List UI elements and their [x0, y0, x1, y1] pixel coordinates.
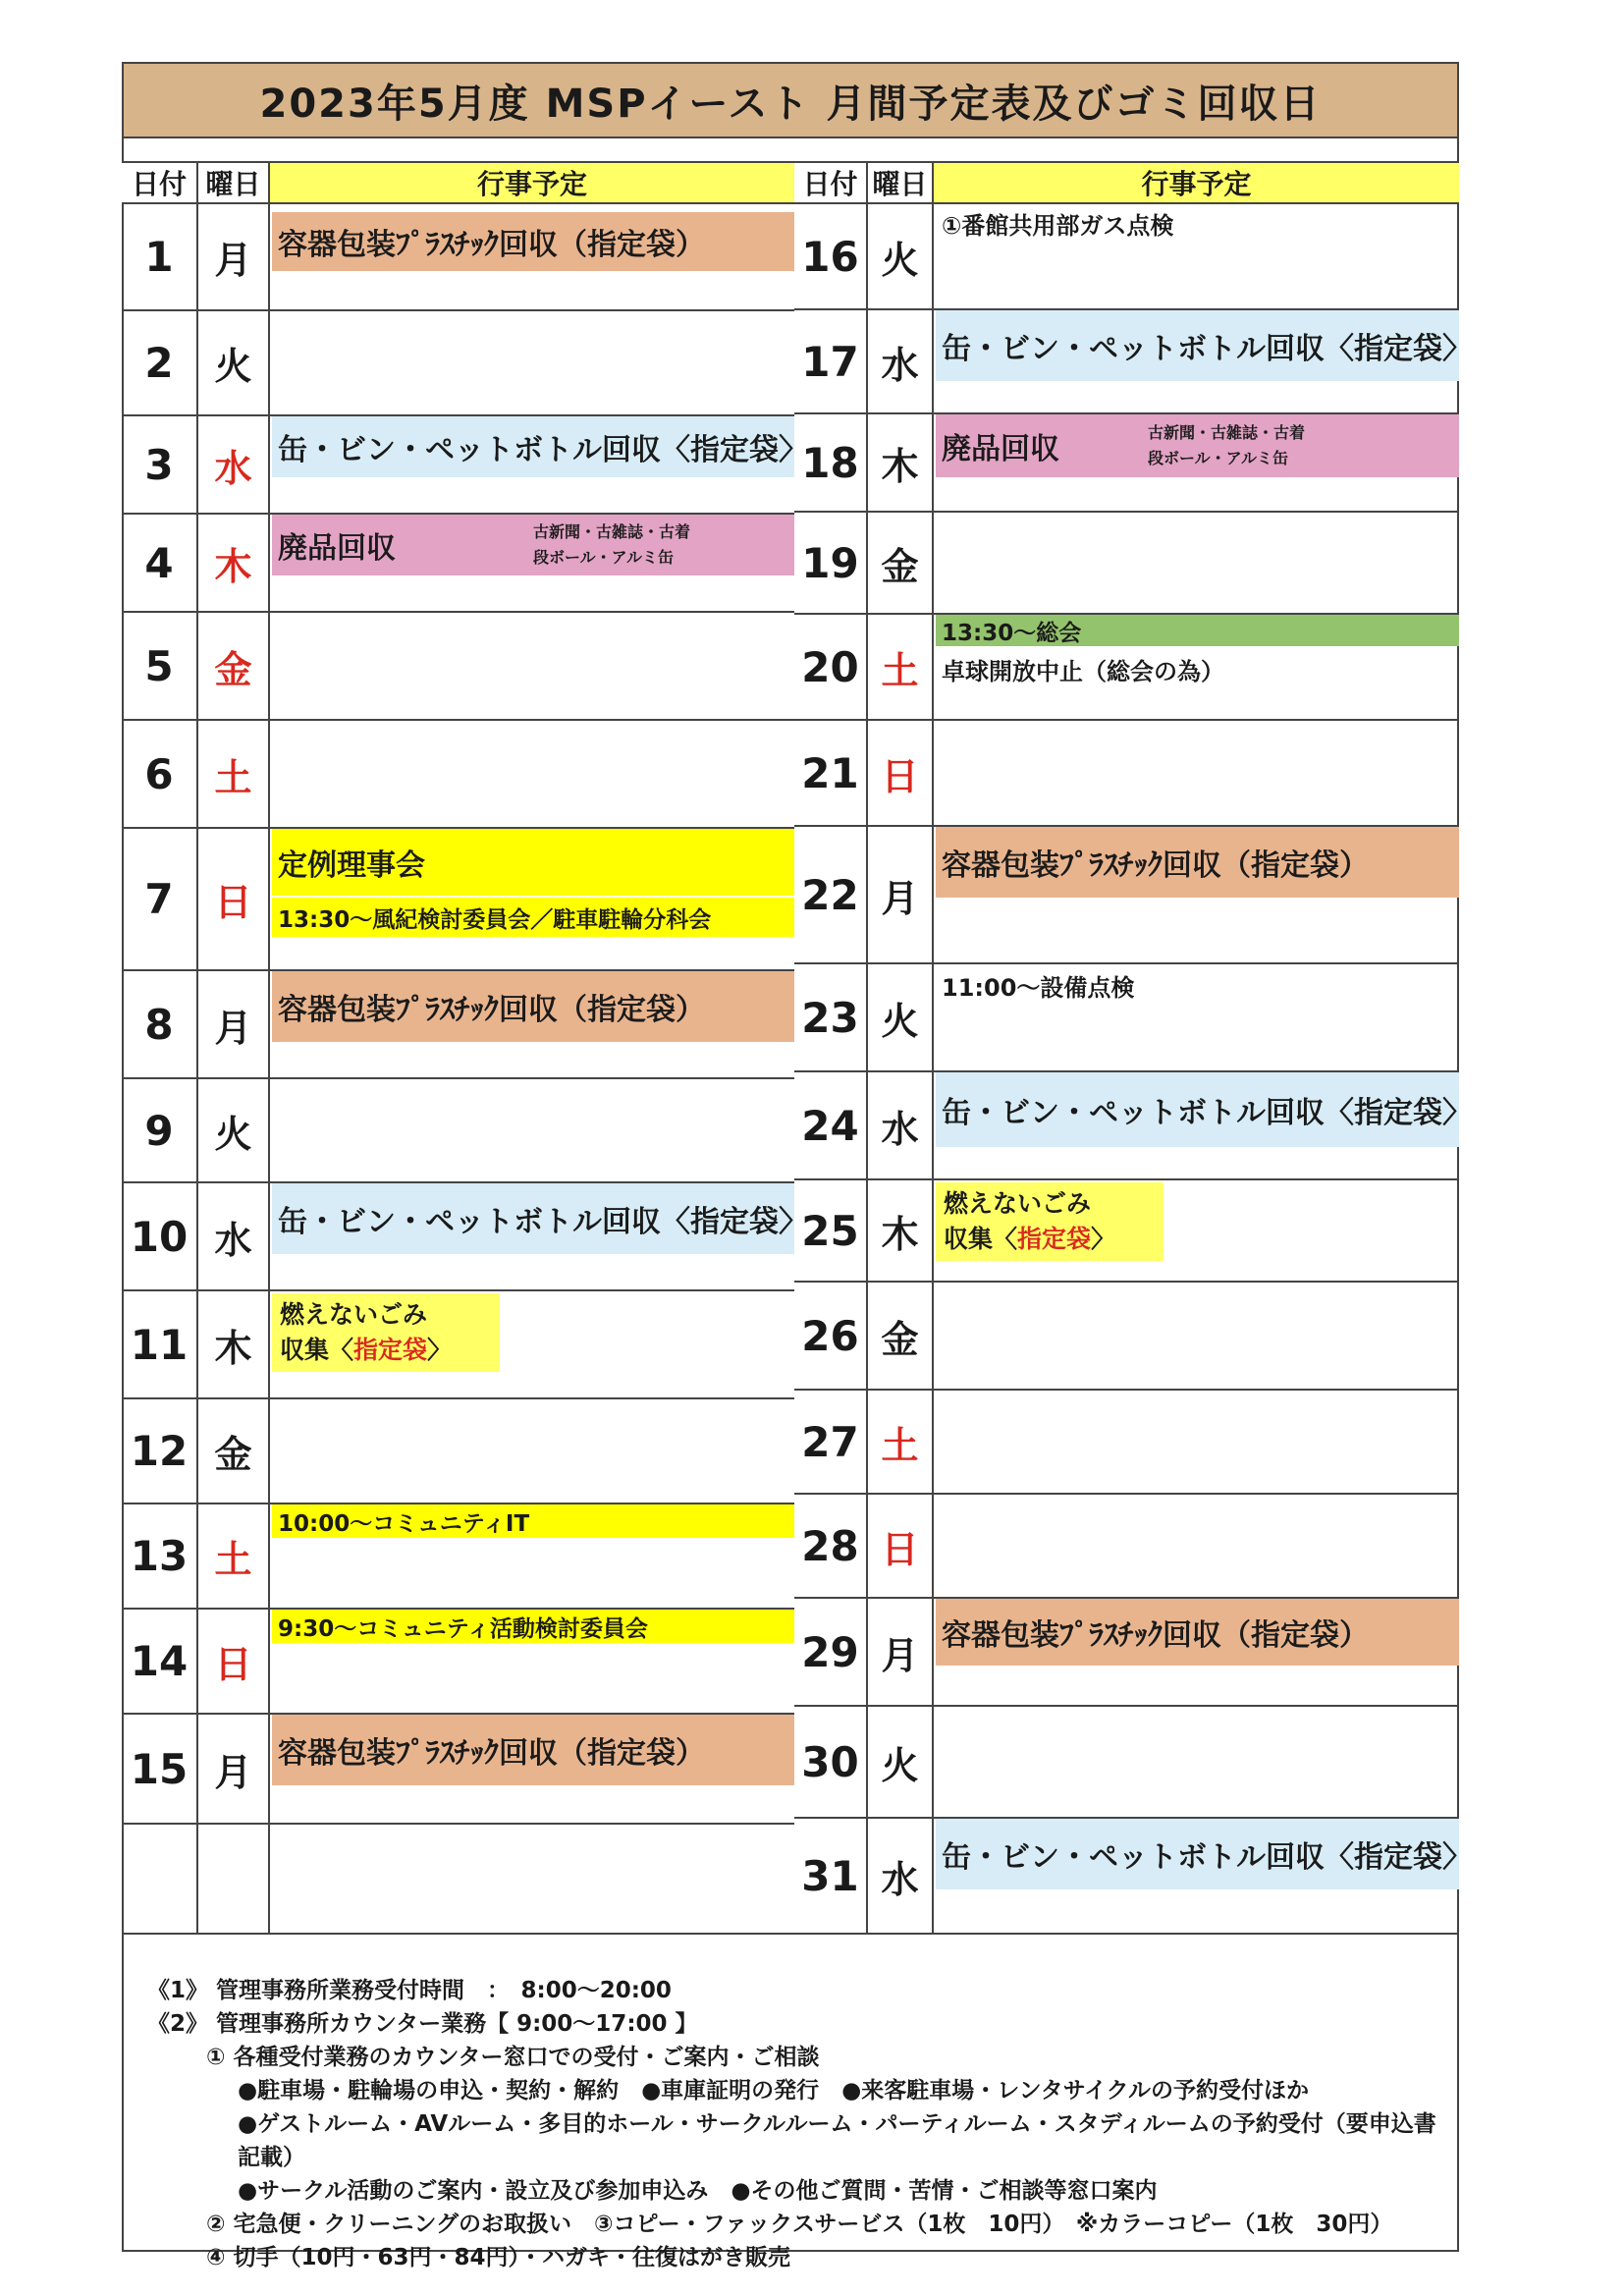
table-row — [122, 1291, 794, 1399]
event-band — [936, 310, 1472, 381]
event-text: 容器包装ﾌﾟﾗｽﾁｯｸ回収（指定袋） — [942, 848, 1369, 883]
day-of-week-cell: 木 — [198, 515, 270, 611]
date-cell: 7 — [122, 829, 198, 969]
note-line: ●駐車場・駐輪場の申込・契約・解約 ●車庫証明の発行 ●来客駐車場・レンタサイクルの予約受付ほか — [238, 2078, 1309, 2104]
day-of-week-cell: 土 — [868, 1391, 934, 1493]
events-cell — [934, 513, 1459, 613]
day-of-week-cell: 火 — [868, 204, 934, 308]
note-text: 収集〈 — [944, 1225, 1018, 1253]
events-cell — [934, 414, 1459, 511]
event-text: 9:30～コミュニティ活動検討委員会 — [278, 1615, 648, 1642]
date-cell: 6 — [122, 721, 198, 827]
events-cell — [934, 1707, 1459, 1817]
table-row — [794, 1072, 1472, 1180]
note-line: 《2》 管理事務所カウンター業務【 9:00～17:00 】 — [147, 2011, 698, 2037]
note-line-2 — [280, 1333, 492, 1368]
day-of-week-cell: 火 — [198, 311, 270, 414]
event-band — [272, 1610, 794, 1643]
events-cell — [934, 721, 1459, 825]
table-row — [122, 613, 794, 721]
events-cell — [270, 311, 794, 414]
day-of-week-cell: 月 — [198, 971, 270, 1077]
events-cell — [934, 204, 1459, 308]
event-note — [533, 519, 690, 571]
day-of-week-cell: 水 — [868, 1072, 934, 1178]
event-text: 缶・ビン・ペットボトル回収〈指定袋〉 — [942, 1096, 1472, 1130]
date-cell: 5 — [122, 613, 198, 719]
date-cell: 1 — [122, 204, 198, 309]
table-row — [122, 829, 794, 971]
day-of-week-cell: 火 — [868, 1707, 934, 1817]
events-cell — [934, 1495, 1459, 1597]
designated-bag-text: 指定袋 — [353, 1336, 428, 1364]
table-row — [122, 311, 794, 416]
table-row — [794, 1819, 1472, 1935]
day-of-week-cell: 日 — [198, 1610, 270, 1713]
event-band — [936, 414, 1459, 477]
table-row — [122, 204, 794, 311]
date-cell: 24 — [794, 1072, 868, 1178]
events-cell — [270, 204, 794, 309]
events-cell — [270, 1825, 794, 1933]
event-band — [936, 1072, 1472, 1147]
table-row — [122, 1183, 808, 1291]
table-row — [794, 513, 1459, 615]
day-of-week-cell: 水 — [198, 416, 270, 513]
day-of-week-cell: 金 — [198, 1399, 270, 1503]
note-line-1: 燃えないごみ — [280, 1300, 428, 1329]
event-band — [272, 1504, 794, 1538]
date-cell: 29 — [794, 1599, 868, 1705]
header-day-of-week: 曜日 — [198, 163, 270, 202]
event-band — [936, 615, 1459, 646]
date-cell: 26 — [794, 1283, 868, 1389]
date-cell: 9 — [122, 1079, 198, 1181]
table-row — [794, 1180, 1459, 1283]
table-row — [122, 971, 794, 1079]
events-cell — [270, 1291, 794, 1397]
day-of-week-cell: 月 — [198, 1715, 270, 1823]
nonburnable-note — [272, 1293, 500, 1372]
day-of-week-cell: 水 — [868, 310, 934, 412]
event-band — [936, 1599, 1459, 1666]
header-day-of-week: 曜日 — [868, 163, 934, 202]
date-cell: 2 — [122, 311, 198, 414]
day-of-week-cell: 日 — [868, 1495, 934, 1597]
event-text: 容器包装ﾌﾟﾗｽﾁｯｸ回収（指定袋） — [942, 1618, 1369, 1653]
table-row — [122, 515, 794, 613]
date-cell: 19 — [794, 513, 868, 613]
event-text: 廃品回収 — [278, 531, 396, 566]
note-text: 〉 — [427, 1336, 453, 1364]
event-text: 定例理事会 — [278, 848, 425, 883]
events-cell — [934, 964, 1459, 1070]
event-text: 11:00～設備点検 — [942, 974, 1135, 1002]
events-cell — [934, 1819, 1472, 1933]
events-cell — [934, 1391, 1459, 1493]
header-events: 行事予定 — [270, 163, 794, 202]
table-row — [122, 416, 808, 515]
header-events: 行事予定 — [934, 163, 1459, 202]
left-rows — [122, 204, 808, 1935]
day-of-week-cell: 土 — [198, 721, 270, 827]
table-header — [794, 161, 1459, 204]
events-cell — [270, 1399, 794, 1503]
right-rows — [794, 204, 1472, 1935]
day-of-week-cell: 火 — [198, 1079, 270, 1181]
date-cell: 11 — [122, 1291, 198, 1397]
date-cell: 17 — [794, 310, 868, 412]
events-cell — [934, 1283, 1459, 1389]
events-cell — [270, 1610, 794, 1713]
event-text: 卓球開放中止（総会の為） — [942, 658, 1224, 685]
day-of-week-cell: 木 — [868, 1180, 934, 1281]
table-header — [122, 161, 794, 204]
events-cell — [270, 721, 794, 827]
schedule-left-column — [122, 161, 808, 1935]
event-band — [272, 898, 794, 937]
day-of-week-cell: 月 — [868, 827, 934, 962]
note-line-1: 燃えないごみ — [944, 1189, 1092, 1218]
event-note-line: 段ボール・アルミ缶 — [1148, 449, 1289, 467]
event-text: 13:30～風紀検討委員会／駐車駐輪分科会 — [278, 906, 712, 933]
date-cell: 16 — [794, 204, 868, 308]
event-band — [936, 1819, 1472, 1889]
table-row — [122, 1504, 794, 1610]
note-line: ●サークル活動のご案内・設立及び参加申込み ●その他ご質問・苦情・ご相談等窓口案内 — [238, 2178, 1158, 2204]
date-cell: 8 — [122, 971, 198, 1077]
note-text: 収集〈 — [280, 1336, 354, 1364]
table-row — [794, 310, 1472, 414]
table-row — [794, 721, 1459, 827]
date-cell: 23 — [794, 964, 868, 1070]
day-of-week-cell: 土 — [198, 1504, 270, 1608]
note-text: 〉 — [1091, 1225, 1116, 1253]
schedule-right-column — [794, 161, 1472, 1935]
event-text: 缶・ビン・ペットボトル回収〈指定袋〉 — [278, 433, 808, 467]
events-cell — [270, 971, 794, 1077]
table-row — [794, 964, 1459, 1072]
header-date: 日付 — [794, 163, 868, 202]
table-row — [794, 1283, 1459, 1391]
date-cell: 4 — [122, 515, 198, 611]
table-row — [794, 615, 1459, 721]
events-cell — [934, 310, 1472, 412]
date-cell: 21 — [794, 721, 868, 825]
day-of-week-cell: 水 — [198, 1183, 270, 1289]
event-band — [272, 1183, 808, 1254]
day-of-week-cell: 金 — [868, 1283, 934, 1389]
date-cell: 18 — [794, 414, 868, 511]
table-row — [122, 1825, 794, 1935]
page-title: 2023年5月度 MSPイースト 月間予定表及びゴミ回収日 — [122, 62, 1459, 138]
day-of-week-cell: 土 — [868, 615, 934, 719]
event-text: 容器包装ﾌﾟﾗｽﾁｯｸ回収（指定袋） — [278, 228, 705, 262]
event-text: 容器包装ﾌﾟﾗｽﾁｯｸ回収（指定袋） — [278, 1736, 705, 1771]
day-of-week-cell: 日 — [198, 829, 270, 969]
date-cell: 25 — [794, 1180, 868, 1281]
day-of-week-cell — [198, 1825, 270, 1933]
event-text: 廃品回収 — [942, 432, 1059, 466]
event-text: 缶・ビン・ペットボトル回収〈指定袋〉 — [942, 332, 1472, 366]
event-note — [1148, 420, 1305, 471]
event-text: 缶・ビン・ペットボトル回収〈指定袋〉 — [278, 1205, 808, 1239]
table-row — [122, 721, 794, 829]
note-line: ① 各種受付業務のカウンター窓口での受付・ご案内・ご相談 — [206, 2045, 820, 2070]
date-cell: 10 — [122, 1183, 198, 1289]
note-line: ④ 切手（10円・63円・84円）・ハガキ・往復はがき販売 — [206, 2245, 791, 2270]
table-row — [794, 414, 1459, 513]
event-note-line: 古新聞・古雑誌・古着 — [1148, 423, 1306, 442]
event-text: 13:30～総会 — [942, 620, 1082, 646]
events-cell — [270, 416, 808, 513]
date-cell: 15 — [122, 1715, 198, 1823]
event-band — [272, 1715, 794, 1785]
date-cell: 27 — [794, 1391, 868, 1493]
event-band — [272, 515, 794, 575]
event-text: 容器包装ﾌﾟﾗｽﾁｯｸ回収（指定袋） — [278, 993, 705, 1027]
table-row — [794, 1707, 1459, 1819]
header-date: 日付 — [122, 163, 198, 202]
day-of-week-cell: 木 — [198, 1291, 270, 1397]
date-cell: 3 — [122, 416, 198, 513]
events-cell — [270, 1079, 794, 1181]
note-line-2 — [944, 1222, 1156, 1257]
events-cell — [934, 1072, 1472, 1178]
date-cell: 30 — [794, 1707, 868, 1817]
events-cell — [270, 1715, 794, 1823]
note-line: 《1》 管理事務所業務受付時間 ： 8:00～20:00 — [147, 1978, 672, 2003]
event-text: 10:00～コミュニティIT — [278, 1510, 530, 1537]
date-cell: 12 — [122, 1399, 198, 1503]
events-cell — [270, 1504, 794, 1608]
events-cell — [934, 827, 1459, 962]
table-row — [794, 827, 1459, 964]
note-line: ●ゲストルーム・AVルーム・多目的ホール・サークルルーム・パーティルーム・スタディルームの予約受付（要申込書記載） — [238, 2111, 1436, 2170]
date-cell: 20 — [794, 615, 868, 719]
table-row — [122, 1715, 794, 1825]
date-cell: 28 — [794, 1495, 868, 1597]
events-cell — [270, 829, 794, 969]
day-of-week-cell: 日 — [868, 721, 934, 825]
table-row — [794, 1391, 1459, 1495]
event-band — [272, 971, 794, 1042]
event-band — [272, 212, 794, 271]
day-of-week-cell: 木 — [868, 414, 934, 511]
events-cell — [270, 515, 794, 611]
day-of-week-cell: 金 — [198, 613, 270, 719]
date-cell: 13 — [122, 1504, 198, 1608]
table-row — [794, 204, 1459, 310]
events-cell — [934, 615, 1459, 719]
day-of-week-cell: 金 — [868, 513, 934, 613]
table-row — [794, 1599, 1459, 1707]
event-text: 缶・ビン・ペットボトル回収〈指定袋〉 — [942, 1840, 1472, 1875]
day-of-week-cell: 水 — [868, 1819, 934, 1933]
table-row — [122, 1610, 794, 1715]
table-row — [794, 1495, 1459, 1599]
events-cell — [270, 613, 794, 719]
event-note-line: 段ボール・アルミ缶 — [533, 548, 675, 567]
day-of-week-cell: 月 — [198, 204, 270, 309]
event-band — [936, 827, 1459, 898]
notes-section — [147, 1974, 1443, 2274]
events-cell — [270, 1183, 808, 1289]
event-text: ①番館共用部ガス点検 — [942, 212, 1174, 240]
table-row — [122, 1079, 794, 1183]
nonburnable-note — [936, 1182, 1164, 1261]
date-cell: 14 — [122, 1610, 198, 1713]
event-band — [272, 416, 808, 477]
events-cell — [934, 1599, 1459, 1705]
table-row — [122, 1399, 794, 1504]
day-of-week-cell: 月 — [868, 1599, 934, 1705]
date-cell — [122, 1825, 198, 1933]
date-cell: 31 — [794, 1819, 868, 1933]
events-cell — [934, 1180, 1459, 1281]
date-cell: 22 — [794, 827, 868, 962]
note-line: ② 宅急便・クリーニングのお取扱い ③コピー・ファックスサービス（1枚 10円） ※カラーコピー（1枚 30円） — [206, 2212, 1393, 2237]
day-of-week-cell: 火 — [868, 964, 934, 1070]
event-band — [272, 829, 794, 896]
designated-bag-text: 指定袋 — [1017, 1225, 1092, 1253]
event-note-line: 古新聞・古雑誌・古着 — [533, 522, 691, 541]
